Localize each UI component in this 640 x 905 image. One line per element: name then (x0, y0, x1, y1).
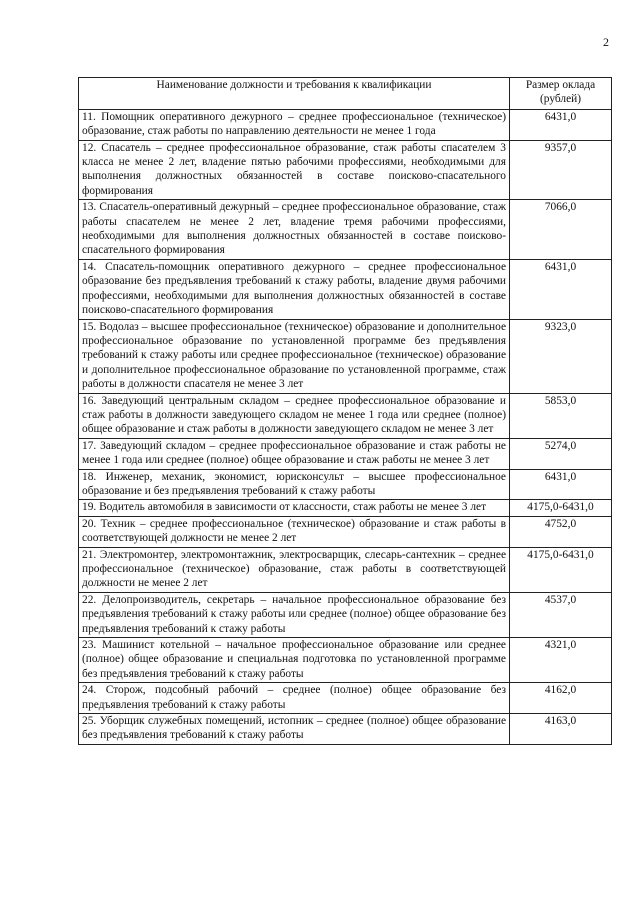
position-requirements-cell: 17. Заведующий складом – среднее профессиональное образование и стаж работы не менее 1 года или среднее (полное) общее образование и стаж работы не менее 3 лет (79, 438, 510, 469)
salary-cell: 5853,0 (510, 393, 612, 438)
salary-cell: 4321,0 (510, 638, 612, 683)
table-row (79, 500, 612, 516)
table-row (79, 683, 612, 714)
position-requirements-cell: 23. Машинист котельной – начальное профессиональное образование или среднее (полное) общее образование и специальная подготовка по установленной программе без предъявления требований к стажу работы (79, 638, 510, 683)
position-requirements-cell: 11. Помощник оперативного дежурного – среднее профессиональное (техническое) образование, стаж работы по направлению деятельности не менее 1 года (79, 109, 510, 140)
table-row (79, 469, 612, 500)
column-header-salary: Размер оклада (рублей) (510, 78, 612, 110)
position-requirements-cell: 19. Водитель автомобиля в зависимости от классности, стаж работы не менее 3 лет (79, 500, 510, 516)
position-requirements-cell: 22. Делопроизводитель, секретарь – начальное профессиональное образование без предъявления требований к стажу работы или среднее (полное) общее образование без предъявления требований к стажу работы (79, 592, 510, 637)
position-requirements-cell: 18. Инженер, механик, экономист, юрисконсульт – высшее профессиональное образование и без предъявления требований к стажу работы (79, 469, 510, 500)
salary-cell: 6431,0 (510, 469, 612, 500)
position-requirements-cell: 21. Электромонтер, электромонтажник, электросварщик, слесарь-сантехник – среднее профессиональное (техническое) образование, стаж работы в соответствующей должности не менее 2 лет (79, 547, 510, 592)
position-requirements-cell: 25. Уборщик служебных помещений, истопник – среднее (полное) общее образование без предъявления требований к стажу работы (79, 714, 510, 745)
salary-cell: 4163,0 (510, 714, 612, 745)
table-row (79, 140, 612, 200)
position-requirements-cell: 16. Заведующий центральным складом – среднее профессиональное образование и стаж работы в должности заведующего складом не менее 1 года или среднее (полное) общее образование и стаж работы в должности заведующего складом не менее 3 лет (79, 393, 510, 438)
table-row (79, 319, 612, 393)
position-requirements-cell: 15. Водолаз – высшее профессиональное (техническое) образование и дополнительное профессиональное образование по установленной программе без предъявления требований к стажу работы или среднее профессиональное (техническое) образование и дополнительное профессиональное образование по установленной программе, стаж работы в должности спасателя не менее 3 лет (79, 319, 510, 393)
table-row (79, 638, 612, 683)
page-number: 2 (603, 35, 609, 49)
position-requirements-cell: 20. Техник – среднее профессиональное (техническое) образование и стаж работы в соответствующей должности не менее 2 лет (79, 516, 510, 547)
salary-cell: 4752,0 (510, 516, 612, 547)
salary-cell: 7066,0 (510, 200, 612, 260)
column-header-position: Наименование должности и требования к квалификации (79, 78, 510, 110)
salary-cell: 4175,0-6431,0 (510, 500, 612, 516)
table-row (79, 438, 612, 469)
position-requirements-cell: 12. Спасатель – среднее профессиональное образование, стаж работы спасателем 3 класса не менее 2 лет, владение пятью рабочими профессиями, необходимыми для выполнения должностных обязанностей в составе поисково-спасательного формирования (79, 140, 510, 200)
salary-cell: 6431,0 (510, 109, 612, 140)
table-row (79, 200, 612, 260)
salary-cell: 6431,0 (510, 259, 612, 319)
table-row (79, 109, 612, 140)
salary-table (78, 77, 612, 745)
position-requirements-cell: 14. Спасатель-помощник оперативного дежурного – среднее профессиональное образование без предъявления требований к стажу работы, владение двумя рабочими профессиями, необходимыми для выполнения должностных обязанностей в составе поисково-спасательного формирования (79, 259, 510, 319)
table-row (79, 714, 612, 745)
salary-cell: 4162,0 (510, 683, 612, 714)
salary-cell: 9323,0 (510, 319, 612, 393)
salary-cell: 4537,0 (510, 592, 612, 637)
salary-cell: 9357,0 (510, 140, 612, 200)
position-requirements-cell: 13. Спасатель-оперативный дежурный – среднее профессиональное образование, стаж работы спасателем не менее 2 лет, владение тремя рабочими профессиями, необходимыми для выполнения должностных обязанностей в составе поисково-спасательного формирования (79, 200, 510, 260)
table-row (79, 259, 612, 319)
table-row (79, 547, 612, 592)
table-row (79, 516, 612, 547)
table-header-row (79, 78, 612, 110)
salary-cell: 4175,0-6431,0 (510, 547, 612, 592)
position-requirements-cell: 24. Сторож, подсобный рабочий – среднее (полное) общее образование без предъявления требований к стажу работы (79, 683, 510, 714)
table-row (79, 393, 612, 438)
salary-cell: 5274,0 (510, 438, 612, 469)
table-row (79, 592, 612, 637)
